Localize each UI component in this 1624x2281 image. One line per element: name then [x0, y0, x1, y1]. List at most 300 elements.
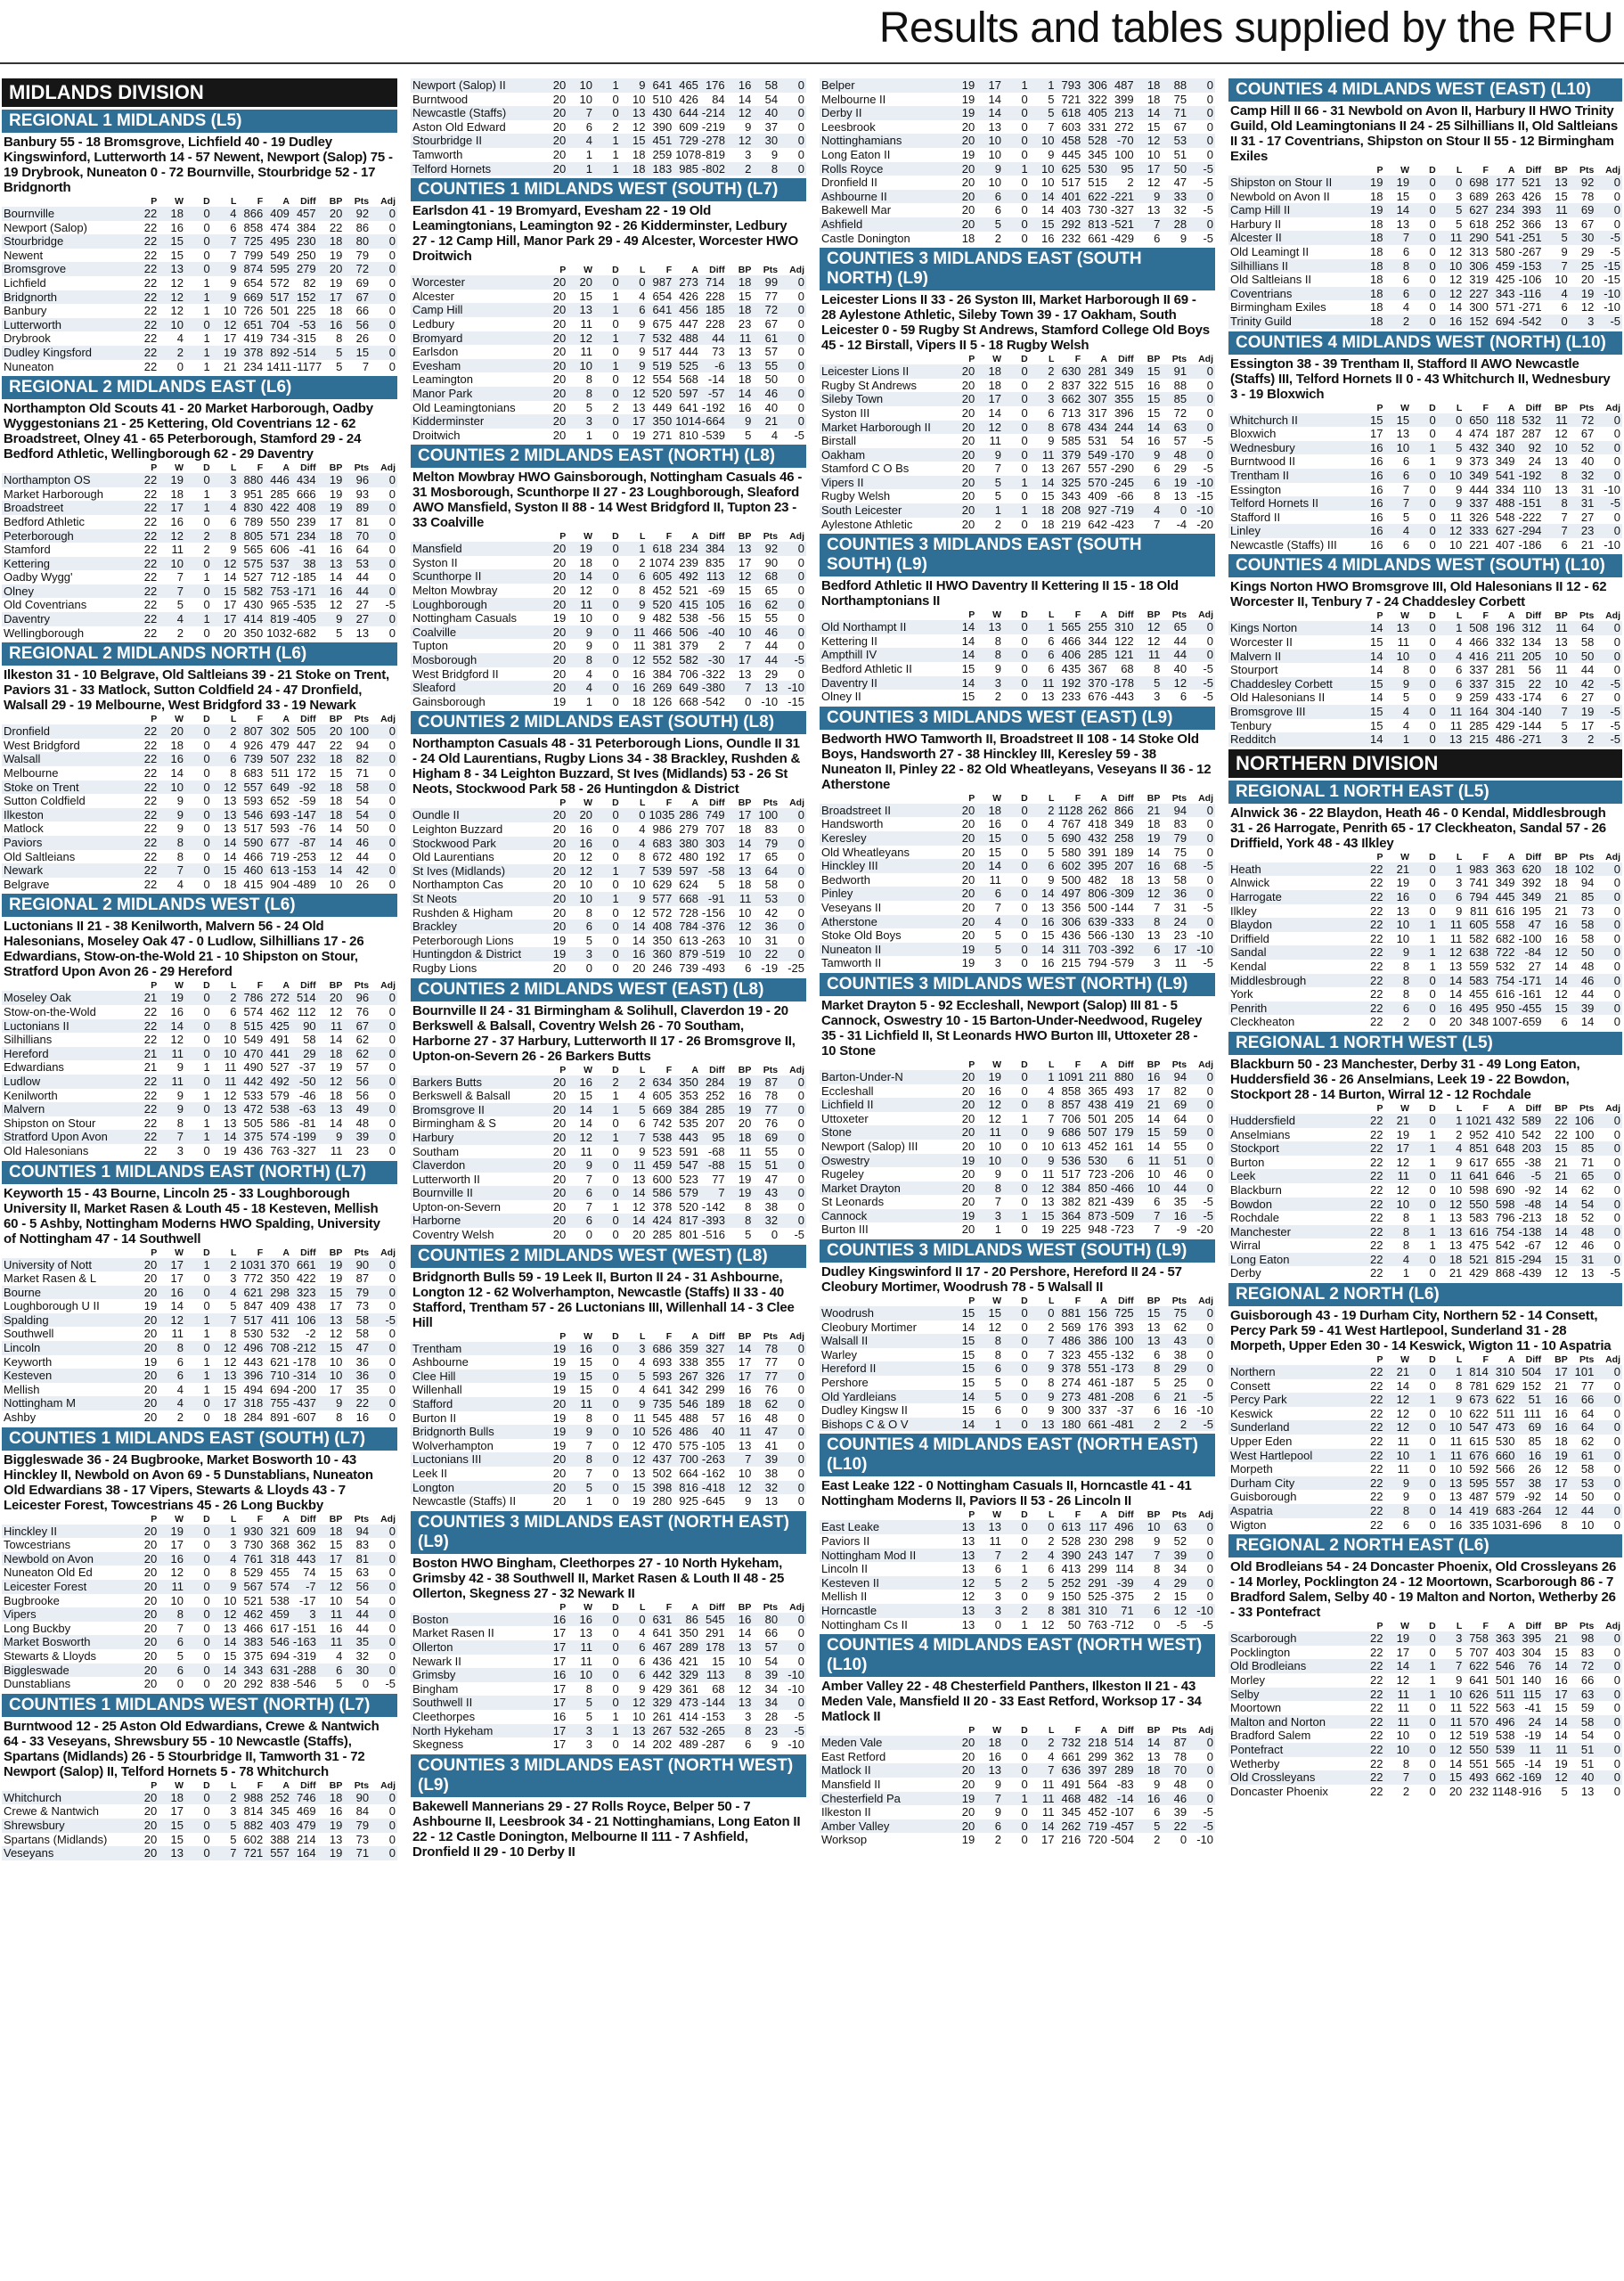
stat-cell: 815 — [1490, 1253, 1517, 1267]
stat-cell: 17 — [976, 392, 1003, 406]
stat-cell: 0 — [203, 794, 210, 808]
stat-cell: 535 — [679, 1116, 698, 1131]
team-name: Upton-on-Severn — [412, 1199, 501, 1214]
table-row — [820, 648, 1215, 662]
stat-cell: 19 — [1384, 1631, 1411, 1646]
stat-cell: 593 — [647, 1369, 673, 1384]
stat-cell: 364 — [1056, 1209, 1082, 1223]
stat-cell: 9 — [1154, 1777, 1161, 1791]
stat-cell: 4 — [639, 822, 646, 836]
stat-cell: 350 — [679, 1626, 698, 1640]
stat-cell: 22 — [1370, 1645, 1383, 1659]
stat-cell: 0 — [1613, 1015, 1620, 1029]
stat-cell: 0 — [1154, 1617, 1161, 1631]
table-header-row — [1228, 610, 1622, 621]
stat-cell: 683 — [243, 766, 264, 781]
league-section — [820, 707, 1215, 970]
stat-cell: 15 — [1543, 1002, 1570, 1016]
column-header: Pts — [1579, 402, 1595, 413]
stat-cell: 35 — [344, 1635, 371, 1649]
stat-cell: 272 — [265, 991, 291, 1005]
column-header: P — [559, 265, 567, 276]
stat-cell: 14 — [1147, 845, 1161, 859]
column-header: BP — [738, 531, 752, 543]
stat-cell: -76 — [298, 822, 316, 836]
team-name: Nuneaton Old Ed — [4, 1566, 93, 1580]
stat-cell: 0 — [779, 1640, 806, 1655]
stat-cell: 2 — [994, 690, 1001, 704]
stat-cell: 0 — [1021, 1403, 1028, 1418]
stat-cell: 426 — [679, 92, 698, 106]
league-section — [1228, 1283, 1622, 1532]
team-name: South Leicester — [820, 503, 951, 518]
table-row — [2, 1341, 397, 1355]
stat-cell: 547 — [1464, 1420, 1490, 1435]
stat-cell: 662 — [1056, 392, 1082, 406]
stat-cell: 44 — [753, 653, 779, 667]
stat-cell: -116 — [1517, 287, 1544, 301]
column-header: A — [282, 980, 290, 992]
stat-cell: 14 — [1041, 203, 1055, 217]
column-header: BP — [1147, 1725, 1161, 1737]
stat-cell: 12 — [988, 1320, 1001, 1334]
stat-cell: 10 — [621, 1425, 648, 1439]
stat-cell: 315 — [1490, 677, 1517, 691]
stat-cell: 13 — [1041, 1195, 1055, 1209]
column-header: Diff — [1525, 402, 1542, 413]
stat-cell: 7 — [1154, 517, 1161, 531]
stat-cell: 20 — [542, 681, 568, 695]
stat-cell: 62 — [344, 1047, 371, 1061]
stat-cell: 0 — [1613, 1155, 1620, 1169]
stat-cell: 18 — [1370, 300, 1383, 315]
team-name: Barkers Butts — [411, 1075, 542, 1090]
stat-cell: 546 — [1490, 1659, 1517, 1673]
stat-cell: 90 — [291, 1019, 318, 1034]
team-name: Northampton OS — [2, 473, 133, 487]
stat-cell: 721 — [238, 1846, 265, 1860]
stat-cell: 1 — [203, 275, 210, 290]
stat-cell: 8 — [1402, 1211, 1410, 1225]
stat-cell: 523 — [679, 1172, 698, 1186]
stat-cell: 13 — [1041, 462, 1055, 476]
stat-cell: 452 — [1088, 1139, 1107, 1153]
stat-cell: 13 — [727, 359, 754, 373]
stat-cell: 730 — [243, 1538, 264, 1552]
stat-cell: 474 — [270, 220, 290, 234]
stat-cell: 44 — [1162, 1181, 1188, 1196]
table-row — [2, 318, 397, 332]
stat-cell: 14 — [1449, 1756, 1463, 1770]
stat-cell: 28 — [1162, 217, 1188, 232]
stat-cell: 338 — [679, 1355, 698, 1369]
stat-cell: 69 — [1517, 1420, 1544, 1435]
stat-cell: 0 — [1003, 392, 1030, 406]
stat-cell: 479 — [270, 738, 290, 752]
stat-cell: 337 — [1088, 1403, 1107, 1418]
stat-cell: 0 — [1411, 203, 1438, 217]
stat-cell: 398 — [647, 1481, 673, 1495]
stat-cell: 319 — [1469, 273, 1489, 287]
stat-cell: 0 — [594, 598, 621, 612]
stat-cell: 9 — [621, 1397, 648, 1411]
stat-cell: 794 — [1464, 890, 1490, 904]
stat-cell: 0 — [1188, 392, 1215, 406]
stat-cell: 13 — [764, 1494, 779, 1508]
team-name: Claverdon — [411, 1158, 542, 1173]
stat-cell: 0 — [779, 837, 806, 851]
stat-cell: -439 — [1518, 1266, 1542, 1280]
stat-cell: 370 — [1082, 676, 1109, 691]
table-row — [411, 569, 806, 584]
stat-cell: 22 — [1359, 1141, 1385, 1156]
stat-cell: 58 — [344, 1313, 371, 1328]
stat-cell: 20 — [542, 892, 568, 906]
results-summary: Essington 38 - 39 Trentham II, Stafford II AWO Newcastle (Staffs) III, Telford Hornets II 0 - 43 Whitchurch II, Wednesbury 3 - 19 Bloxwich — [1230, 356, 1611, 402]
stat-cell: 550 — [270, 514, 290, 528]
stat-cell: 2 — [212, 724, 239, 739]
stat-cell: 707 — [705, 822, 725, 836]
stat-cell: 19 — [961, 1833, 975, 1847]
team-name: Bridgnorth — [2, 290, 133, 305]
stat-cell: 13 — [1580, 1266, 1595, 1280]
stat-cell: 574 — [265, 1130, 291, 1144]
stat-cell: 0 — [185, 1102, 212, 1116]
stat-cell: 11 — [621, 1158, 648, 1173]
stat-cell: 592 — [1469, 1462, 1489, 1476]
stat-cell: 511 — [271, 766, 290, 781]
stat-cell: 9 — [639, 611, 646, 625]
stat-cell: 6 — [1154, 231, 1161, 245]
stat-cell: 15 — [212, 863, 239, 878]
stat-cell: 432 — [1464, 441, 1490, 455]
column-header: Diff — [1525, 1354, 1542, 1366]
stat-cell: 4 — [567, 681, 594, 695]
column-header: BP — [329, 196, 343, 207]
stat-cell: 21 — [753, 414, 779, 429]
stat-cell: 6 — [1438, 890, 1465, 904]
stat-cell: 641 — [1464, 1169, 1490, 1183]
team-name: Malvern — [2, 1102, 133, 1116]
stat-cell: 66 — [1580, 1672, 1595, 1687]
stat-cell: 22 — [133, 529, 159, 544]
stat-cell: 16 — [318, 318, 345, 332]
stat-cell: 0 — [1003, 421, 1030, 435]
stat-cell: 0 — [797, 1116, 804, 1131]
column-header: L — [231, 1779, 237, 1791]
stat-cell: 21 — [1162, 1390, 1188, 1404]
column-header: D — [612, 531, 619, 543]
stat-cell: -221 — [1110, 189, 1134, 203]
stat-cell: 71 — [1580, 1155, 1595, 1169]
stat-cell: 0 — [797, 1654, 804, 1668]
stat-cell: 13 — [1147, 1749, 1161, 1763]
stat-cell: 14 — [1449, 300, 1463, 315]
table-row — [411, 1173, 806, 1187]
stat-cell: 0 — [779, 892, 806, 906]
stat-cell: 1035 — [649, 808, 675, 822]
stat-cell: 40 — [1173, 662, 1187, 676]
stat-cell: 593 — [270, 822, 290, 836]
stat-cell: 530 — [1082, 1154, 1109, 1168]
stat-cell: 456 — [673, 303, 700, 317]
stat-cell: 20 — [951, 887, 977, 901]
stat-cell: 0 — [371, 1341, 397, 1355]
league-table — [411, 531, 806, 708]
stat-cell: 8 — [1384, 1225, 1411, 1239]
table-row — [411, 611, 806, 625]
table-row — [411, 1682, 806, 1696]
table-row — [1228, 1631, 1622, 1646]
stat-cell: 18 — [1555, 876, 1568, 890]
league-heading: COUNTIES 1 MIDLANDS WEST (NORTH) (L7) — [2, 1694, 397, 1717]
table-row — [2, 598, 397, 612]
stat-cell: 419 — [1109, 1098, 1136, 1112]
table-row — [1228, 1128, 1622, 1142]
stat-cell: 532 — [1495, 959, 1515, 973]
stat-cell: 723 — [1088, 1167, 1107, 1181]
column-header: F — [665, 265, 673, 276]
stat-cell: -5 — [1610, 1266, 1620, 1280]
stat-cell: 6 — [1109, 1154, 1136, 1168]
stat-cell: 4 — [336, 1648, 343, 1663]
stat-cell: 0 — [1021, 378, 1028, 392]
stat-cell: 17 — [552, 1737, 567, 1752]
stat-cell: 0 — [1206, 1777, 1213, 1791]
column-header: Pts — [354, 1779, 370, 1791]
stat-cell: 0 — [185, 752, 212, 766]
team-column-header — [411, 1602, 542, 1613]
stat-cell: 5 — [318, 346, 345, 360]
stat-cell: 5 — [212, 1819, 239, 1833]
table-row — [1228, 1266, 1622, 1280]
stat-cell: 22 — [344, 1396, 371, 1410]
stat-cell: -66 — [1116, 489, 1134, 503]
column-header: Diff — [1525, 610, 1542, 622]
stat-cell: 227 — [1464, 287, 1490, 301]
team-name: Dronfield — [2, 724, 133, 739]
league-table — [820, 1509, 1215, 1631]
stat-cell: 48 — [1162, 448, 1188, 462]
stat-cell: -5 — [794, 1228, 804, 1242]
results-summary: Ilkeston 31 - 10 Belgrave, Old Saltleians 39 - 21 Stoke on Trent, Paviors 31 - 33 Matlock, Sutton Coldfield 24 - 47 Dronfield, Walsall 29 - 19 Melbourne, West Bridgford 33 - 19 Newark — [4, 667, 390, 714]
stat-cell: 600 — [652, 1172, 673, 1186]
stat-cell: 0 — [371, 501, 397, 515]
stat-cell: -37 — [298, 1060, 316, 1075]
stat-cell: 50 — [1570, 650, 1596, 664]
results-summary: Boston HWO Bingham, Cleethorpes 27 - 10 North Hykeham, Grimsby 42 - 38 Southwell II, Market Rasen & Louth II 48 - 25 Ollerton, Skegness 27 - 32 Newark II — [412, 1555, 785, 1601]
stat-cell: 0 — [1206, 1083, 1213, 1098]
stat-cell: 12 — [1580, 300, 1595, 315]
team-name: Broadstreet — [2, 501, 133, 515]
stat-cell: 17 — [727, 808, 754, 822]
table-row — [2, 1552, 397, 1566]
stat-cell: 19 — [329, 486, 343, 501]
stat-cell: 4 — [1384, 524, 1411, 538]
stat-cell: 8 — [753, 162, 779, 176]
stat-cell: -519 — [701, 947, 725, 961]
stat-cell: 2 — [1030, 804, 1057, 818]
stat-cell: 20 — [143, 1271, 158, 1286]
stat-cell: 38 — [764, 1467, 779, 1480]
stat-cell: 0 — [388, 1382, 396, 1396]
stat-cell: 409 — [270, 1299, 290, 1313]
stat-cell: 16 — [1555, 1672, 1568, 1687]
stat-cell: 36 — [355, 1354, 370, 1369]
stat-cell: 15 — [1370, 718, 1383, 732]
stat-cell: 0 — [388, 1354, 396, 1369]
league-section — [1228, 781, 1622, 1029]
stat-cell: 13 — [961, 1617, 975, 1631]
stat-cell: 501 — [270, 304, 290, 318]
stat-cell: 10 — [1449, 537, 1463, 552]
stat-cell: 758 — [1464, 1631, 1490, 1646]
stat-cell: 0 — [1411, 413, 1438, 428]
stat-cell: -5 — [1203, 231, 1213, 245]
stat-cell: 15 — [579, 1355, 592, 1369]
stat-cell: 638 — [1464, 945, 1490, 960]
stat-cell: -56 — [707, 611, 725, 625]
stat-cell: 0 — [1021, 1376, 1028, 1390]
stat-cell: 1 — [1021, 1111, 1028, 1125]
stat-cell: 15 — [212, 585, 239, 599]
stat-cell: -423 — [1110, 517, 1134, 531]
stat-cell: 19 — [552, 933, 567, 947]
stat-cell: 5 — [976, 476, 1003, 490]
team-column-header — [1228, 852, 1359, 863]
stat-cell: 79 — [355, 248, 370, 262]
stat-cell: 18 — [159, 1791, 185, 1805]
stat-cell: 1014 — [675, 414, 702, 429]
stat-cell: -10 — [1604, 300, 1620, 315]
stat-cell: 7 — [1048, 1347, 1055, 1361]
stat-cell: 20 — [961, 517, 975, 531]
column-header: L — [1049, 354, 1055, 365]
stat-cell: 14 — [621, 920, 648, 934]
stat-cell: 53 — [753, 892, 779, 906]
stat-cell: 20 — [159, 724, 185, 739]
stat-cell: 0 — [1021, 1833, 1028, 1847]
stat-cell: -5 — [371, 1313, 397, 1328]
stat-cell: 668 — [679, 694, 698, 708]
stat-cell: -105 — [701, 1438, 725, 1452]
team-column-header — [820, 1296, 951, 1306]
stat-cell: 373 — [1469, 454, 1489, 469]
stat-cell: 3 — [291, 1607, 318, 1622]
stat-cell: 9 — [1438, 1393, 1465, 1407]
stat-cell: 9 — [176, 794, 184, 808]
stat-cell: 255 — [1082, 620, 1109, 634]
stat-cell: 6 — [1030, 648, 1057, 662]
stat-cell: 0 — [203, 1143, 210, 1157]
team-name: Hinckley III — [820, 859, 951, 873]
stat-cell: -10 — [1188, 1604, 1215, 1618]
stat-cell: 84 — [355, 1804, 370, 1819]
stat-cell: 8 — [1154, 1562, 1161, 1576]
stat-cell: 652 — [270, 794, 290, 808]
stat-cell: -294 — [1518, 524, 1542, 538]
stat-cell: 207 — [1109, 859, 1136, 873]
stat-cell: 22 — [1359, 890, 1385, 904]
stat-cell: 11 — [1517, 1743, 1544, 1757]
stat-cell: 0 — [1188, 831, 1215, 846]
stat-cell: 310 — [1082, 1604, 1109, 1618]
stat-cell: 20 — [542, 359, 568, 373]
stat-cell: 10 — [159, 557, 185, 571]
stat-cell: 20 — [552, 850, 567, 864]
stat-cell: 686 — [647, 1342, 673, 1356]
stat-cell: 0 — [1021, 1347, 1028, 1361]
stat-cell: 0 — [594, 837, 621, 851]
stat-cell: 0 — [176, 359, 184, 373]
stat-cell: -5 — [1203, 900, 1213, 914]
table-row — [411, 639, 806, 653]
stat-cell: 345 — [270, 1804, 290, 1819]
stat-cell: 15 — [1173, 1590, 1187, 1604]
stat-cell: 4 — [212, 207, 239, 221]
column-header: W — [992, 792, 1001, 804]
stat-cell: -5 — [1203, 1195, 1213, 1209]
table-row — [2, 1664, 397, 1678]
table-row — [411, 93, 806, 107]
team-name: Harrogate — [1228, 890, 1359, 904]
stat-cell: 0 — [1206, 147, 1213, 161]
team-column-header — [2, 1247, 133, 1258]
stat-cell: 892 — [265, 346, 291, 360]
stat-cell: 530 — [243, 1327, 264, 1341]
stat-cell: 0 — [1595, 1002, 1622, 1016]
results-summary: Melton Mowbray HWO Gainsborough, Nottingham Casuals 46 - 31 Mosborough, Scunthorpe II 27 - 23 Loughborough, Sleaford AWO Mansfield, Syston II 88 - 14 West Bridgford II, Tupton 23 - 33 Coalville — [412, 470, 803, 531]
stat-cell: 16 — [159, 1286, 185, 1300]
stat-cell: 486 — [1490, 732, 1517, 747]
stat-cell: 8 — [1154, 489, 1161, 503]
stat-cell: 545 — [700, 1613, 727, 1627]
stat-cell: 0 — [612, 1737, 619, 1752]
stat-cell: 6 — [1456, 663, 1463, 677]
team-name: Old Brodleians — [1228, 1659, 1359, 1673]
stat-cell: 1 — [1411, 1688, 1438, 1702]
column-header: Adj — [380, 1513, 396, 1525]
stat-cell: 6 — [976, 1361, 1003, 1376]
table-header-row — [2, 196, 397, 207]
team-column-header — [2, 980, 133, 991]
stat-cell: 150 — [1061, 1590, 1081, 1604]
table-row — [411, 556, 806, 570]
stat-cell: 11 — [567, 1397, 594, 1411]
stat-cell: 0 — [1595, 621, 1622, 635]
stat-cell: 18 — [223, 1410, 237, 1425]
stat-cell: 2 — [727, 162, 754, 176]
team-name: Broadstreet II — [820, 804, 951, 818]
stat-cell: 57 — [355, 1060, 370, 1075]
stat-cell: 350 — [673, 1075, 700, 1090]
stat-cell: 650 — [1464, 413, 1490, 428]
stat-cell: 0 — [1613, 931, 1620, 945]
table-row — [1228, 1476, 1622, 1491]
stat-cell: 22 — [143, 822, 158, 836]
stat-cell: 48 — [355, 1116, 370, 1130]
table-row — [411, 1214, 806, 1228]
stat-cell: 693 — [265, 808, 291, 822]
stat-cell: 1 — [594, 892, 621, 906]
stat-cell: 228 — [705, 316, 725, 331]
column-header: D — [1021, 609, 1028, 621]
stat-cell: 586 — [647, 1186, 673, 1200]
stat-cell: 0 — [1030, 1520, 1057, 1534]
stat-cell: 92 — [1570, 176, 1596, 190]
stat-cell: 0 — [1021, 1749, 1028, 1763]
stat-cell: 4 — [176, 1382, 184, 1396]
